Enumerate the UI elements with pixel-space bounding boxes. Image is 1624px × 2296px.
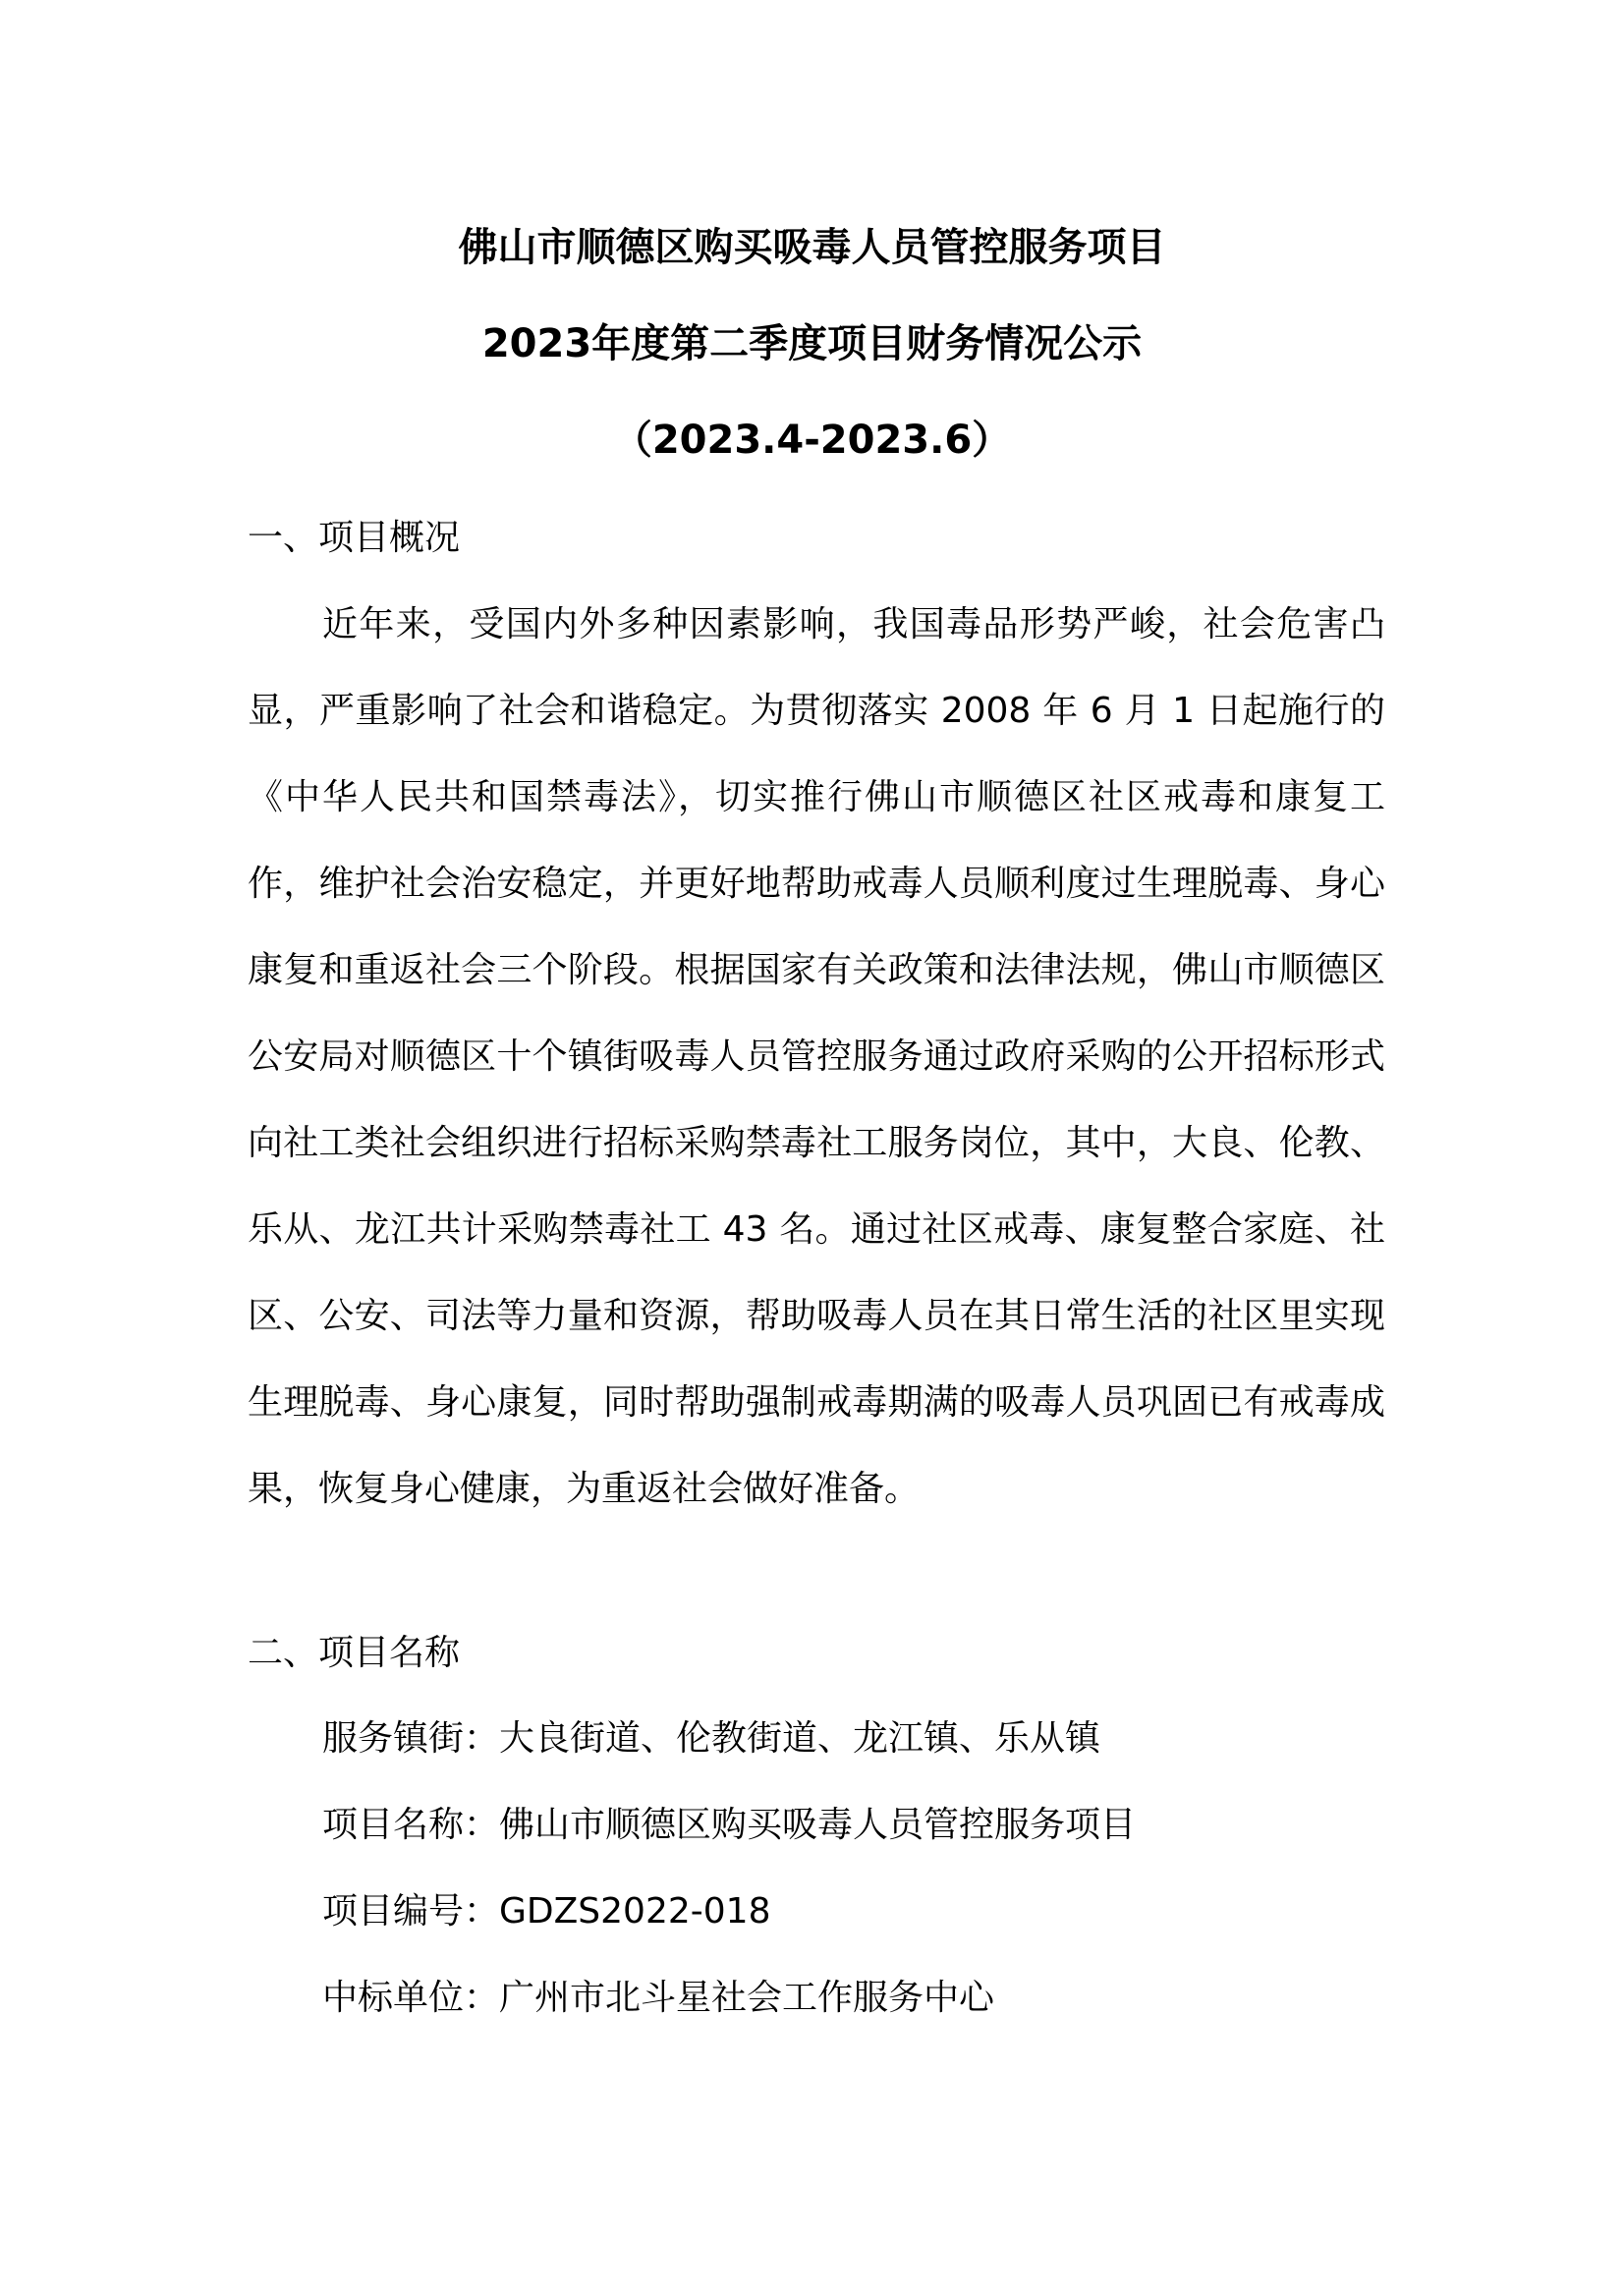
project-info-row-winning-bidder — [322, 1955, 1136, 2042]
project-info-label: 服务镇街： — [322, 1718, 500, 1759]
project-info-value: GDZS2022-018 — [499, 1891, 771, 1932]
project-info-label: 中标单位： — [322, 1978, 500, 2018]
document-title-line-3: （2023.4-2023.6） — [612, 418, 1012, 463]
section-1-heading: 一、项目概况 — [248, 518, 461, 558]
document-title-line-2: 2023年度第二季度项目财务情况公示 — [481, 321, 1143, 366]
project-info-label: 项目编号： — [322, 1891, 500, 1932]
project-info-row-project-name — [322, 1782, 1136, 1869]
project-info-row-service-towns — [322, 1696, 1136, 1782]
project-info-value: 佛山市顺德区购买吸毒人员管控服务项目 — [499, 1805, 1137, 1845]
section-1-paragraph: 近年来，受国内外多种因素影响，我国毒品形势严峻，社会危害凸显，严重影响了社会和谐稳定。为贯彻落实 2008 年 6 月 1 日起施行的《中华人民共和国禁毒法》，切实推行佛山市顺德区社区戒毒和康复工作，维护社会治安稳定，并更好地帮助戒毒人员顺利度过生理脱毒、身心康复和重返社会三个阶段。根据国家有关政策和法律法规，佛山市顺德区公安局对顺德区十个镇街吸毒人员管控服务通过政府采购的公开招标形式向社工类社会组织进行招标采购禁毒社工服务岗位，其中，大良、伦教、乐从、龙江共计采购禁毒社工 43 名。通过社区戒毒、康复整合家庭、社区、公安、司法等力量和资源，帮助吸毒人员在其日常生活的社区里实现生理脱毒、身心康复，同时帮助强制戒毒期满的吸毒人员巩固已有戒毒成果，恢复身心健康，为重返社会做好准备。 — [248, 604, 1385, 1509]
document-title-line-1: 佛山市顺德区购买吸毒人员管控服务项目 — [458, 225, 1166, 270]
section-2-heading: 二、项目名称 — [248, 1633, 461, 1673]
project-info-row-project-number — [322, 1869, 1136, 1955]
project-info-list — [322, 1696, 1136, 2042]
project-info-label: 项目名称： — [322, 1805, 500, 1845]
project-info-value: 大良街道、伦教街道、龙江镇、乐从镇 — [499, 1718, 1101, 1759]
project-info-value: 广州市北斗星社会工作服务中心 — [499, 1978, 995, 2018]
